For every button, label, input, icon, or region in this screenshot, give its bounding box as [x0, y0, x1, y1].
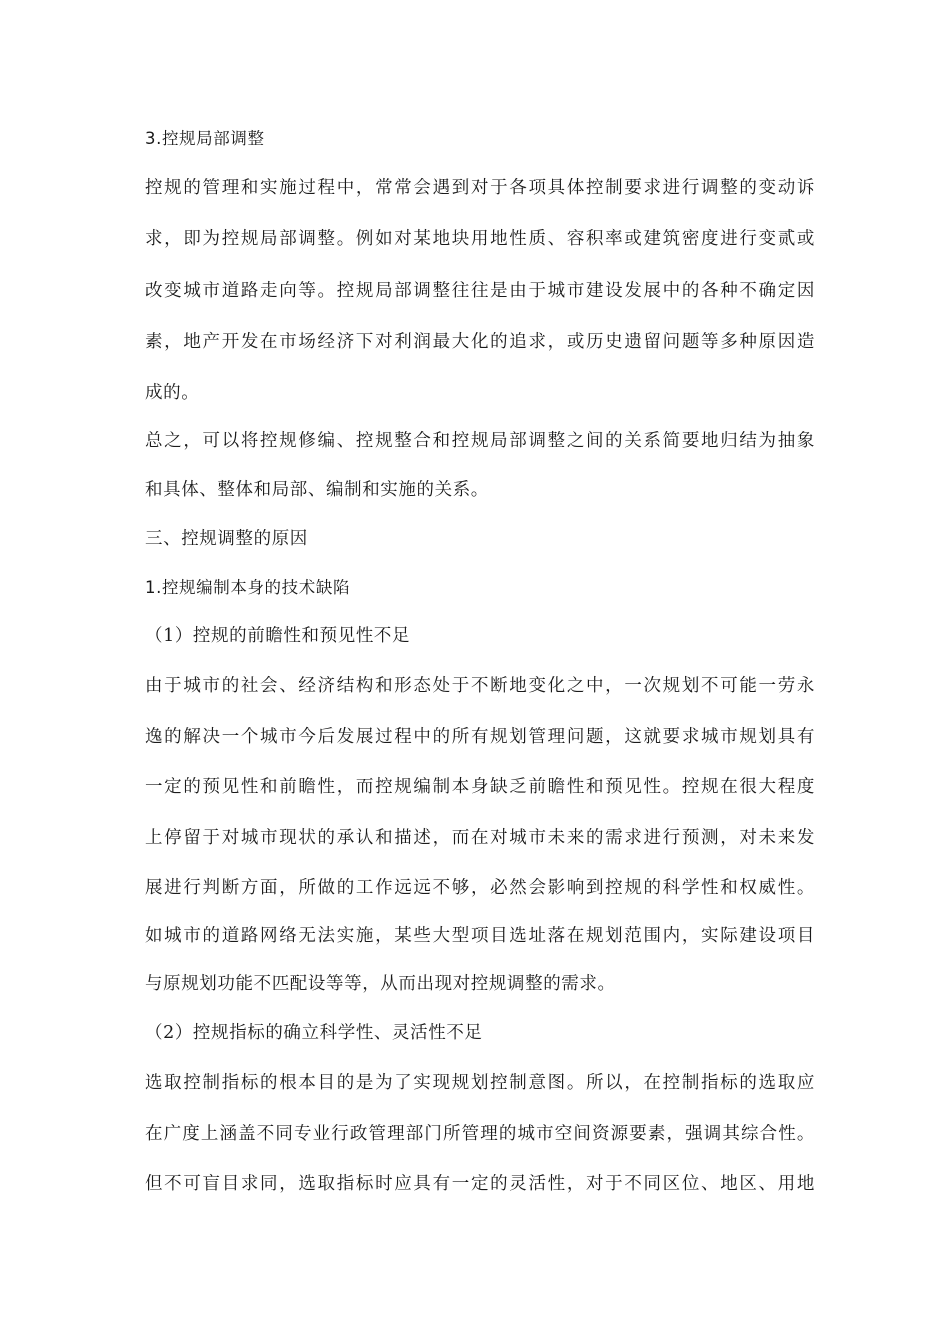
paragraph-line: 控规的管理和实施过程中，常常会遇到对于各项具体控制要求进行调整的变动诉 — [145, 178, 815, 198]
paragraph-line: 与原规划功能不匹配设等等，从而出现对控规调整的需求。 — [145, 974, 616, 994]
paragraph-line: 一定的预见性和前瞻性，而控规编制本身缺乏前瞻性和预见性。控规在很大程度 — [145, 777, 815, 797]
paragraph-line: 素，地产开发在市场经济下对利润最大化的追求，或历史遗留问题等多种原因造 — [145, 332, 815, 352]
paragraph-line: 总之，可以将控规修编、控规整合和控规局部调整之间的关系简要地归结为抽象 — [145, 431, 815, 451]
paragraph-line: 但不可盲目求同，选取指标时应具有一定的灵活性，对于不同区位、地区、用地 — [145, 1174, 815, 1194]
paragraph-line: 如城市的道路网络无法实施，某些大型项目选址落在规划范围内，实际建设项目 — [145, 926, 815, 946]
paragraph-line: 在广度上涵盖不同专业行政管理部门所管理的城市空间资源要素，强调其综合性。 — [145, 1124, 815, 1144]
paragraph-line: 选取控制指标的根本目的是为了实现规划控制意图。所以，在控制指标的选取应 — [145, 1073, 815, 1093]
paragraph-line: 和具体、整体和局部、编制和实施的关系。 — [145, 480, 489, 500]
paragraph-line: 求，即为控规局部调整。例如对某地块用地性质、容积率或建筑密度进行变贰或 — [145, 229, 815, 249]
section-heading: 3.控规局部调整 — [145, 129, 265, 148]
paragraph-line: 成的。 — [145, 383, 200, 403]
paragraph-line: 由于城市的社会、经济结构和形态处于不断地变化之中，一次规划不可能一劳永 — [145, 676, 815, 696]
paragraph-line: 改变城市道路走向等。控规局部调整往往是由于城市建设发展中的各种不确定因 — [145, 281, 815, 301]
paragraph-line: 逸的解决一个城市今后发展过程中的所有规划管理问题，这就要求城市规划具有 — [145, 727, 815, 747]
subsection-heading: 1.控规编制本身的技术缺陷 — [145, 578, 351, 597]
subsection-heading: （1）控规的前瞻性和预见性不足 — [145, 626, 411, 646]
subsection-heading: （2）控规指标的确立科学性、灵活性不足 — [145, 1023, 483, 1043]
paragraph-line: 上停留于对城市现状的承认和描述，而在对城市未来的需求进行预测，对未来发 — [145, 828, 815, 848]
paragraph-line: 展进行判断方面，所做的工作远远不够，必然会影响到控规的科学性和权威性。 — [145, 878, 815, 898]
section-heading: 三、控规调整的原因 — [145, 529, 308, 549]
